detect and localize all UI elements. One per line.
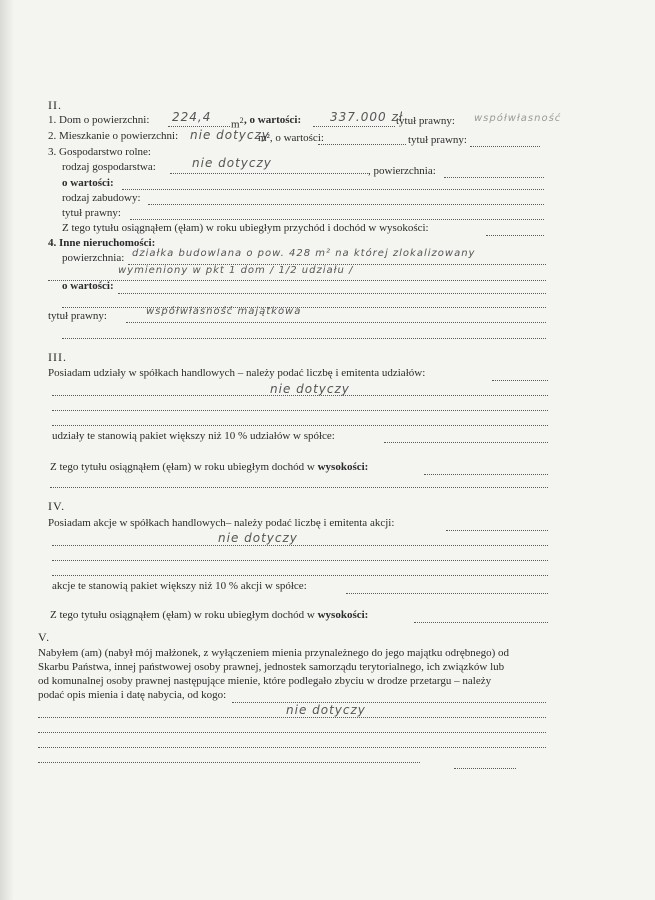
other-property-title-value: współwłasność majątkowa bbox=[146, 306, 302, 317]
house-value-field bbox=[313, 126, 395, 127]
farm-heading: 3. Gospodarstwo rolne: bbox=[48, 146, 151, 158]
acquired-field-2 bbox=[38, 717, 546, 718]
other-property-title-field bbox=[126, 322, 546, 323]
section-3-heading: III. bbox=[48, 350, 67, 364]
house-value-label: , o wartości: bbox=[244, 114, 302, 126]
shares-value: nie dotyczy bbox=[270, 382, 350, 396]
other-property-value-label: o wartości: bbox=[62, 280, 114, 292]
section-2-heading: II. bbox=[48, 98, 62, 112]
house-area-value: 224,4 bbox=[172, 110, 212, 124]
acquired-field-3 bbox=[38, 732, 546, 733]
house-area-field bbox=[168, 126, 230, 127]
stocks-value: nie dotyczy bbox=[218, 531, 298, 545]
stocks-label: Posiadam akcje w spółkach handlowych– należy podać liczbę i emitenta akcji: bbox=[48, 517, 395, 529]
farm-type-label: rodzaj gospodarstwa: bbox=[62, 161, 156, 173]
stocks-field bbox=[446, 530, 548, 531]
other-property-heading: 4. Inne nieruchomości: bbox=[48, 237, 156, 249]
house-title-value: współwłasność bbox=[474, 113, 562, 124]
other-property-description-1: działka budowlana o pow. 428 m² na której zlokalizowany bbox=[132, 248, 476, 259]
farm-value-label: o wartości: bbox=[62, 177, 114, 189]
shares-income-field-2 bbox=[50, 487, 548, 488]
other-property-area-field-2 bbox=[48, 280, 546, 281]
acquired-text-3: od komunalnej osoby prawnej następujące mienie, które podlegało zbyciu w drodze przetargu – należy bbox=[38, 675, 492, 687]
shares-field bbox=[492, 380, 548, 381]
farm-area-field bbox=[444, 177, 544, 178]
other-property-title-field-2 bbox=[62, 338, 546, 339]
farm-building-field bbox=[148, 204, 544, 205]
apartment-value-label: m², o wartości: bbox=[258, 132, 324, 144]
stocks-field-2 bbox=[52, 545, 548, 546]
acquired-field-5 bbox=[38, 762, 420, 763]
section-5-heading: V. bbox=[38, 630, 51, 644]
stocks-income-field bbox=[414, 622, 548, 623]
other-property-value-field bbox=[118, 293, 546, 294]
farm-title-field bbox=[130, 219, 544, 220]
farm-title-label: tytuł prawny: bbox=[62, 207, 121, 219]
shares-packet-label: udziały te stanowią pakiet większy niż 10 % udziałów w spółce: bbox=[52, 430, 335, 442]
house-value: 337.000 zł bbox=[330, 110, 404, 124]
other-property-area-label: powierzchnia: bbox=[62, 252, 125, 264]
shares-field-4 bbox=[52, 425, 548, 426]
acquired-value: nie dotyczy bbox=[286, 703, 366, 717]
section-4-heading: IV. bbox=[48, 499, 66, 513]
shares-packet-field bbox=[384, 442, 548, 443]
acquired-text-4: podać opis mienia i datę nabycia, od kogo: bbox=[38, 689, 227, 701]
farm-income-field bbox=[486, 235, 544, 236]
stocks-field-4 bbox=[52, 575, 548, 576]
other-property-value-field-2 bbox=[62, 307, 546, 308]
house-area-label: 1. Dom o powierzchni: bbox=[48, 114, 150, 126]
shares-income-label: Z tego tytułu osiągnąłem (ęłam) w roku ubiegłym dochód w wysokości: bbox=[50, 461, 369, 473]
other-property-title-label: tytuł prawny: bbox=[48, 310, 107, 322]
acquired-text-2: Skarbu Państwa, innej państwowej osoby prawnej, jednostek samorządu terytorialnego, ich związków lub bbox=[38, 661, 505, 673]
apartment-value-field bbox=[318, 144, 406, 145]
acquired-text-1: Nabyłem (am) (nabył mój małżonek, z wyłączeniem mienia przynależnego do jego majątku odrębnego) od bbox=[38, 647, 509, 659]
other-property-description-2: wymieniony w pkt 1 dom / 1/2 udziału / bbox=[118, 265, 354, 276]
farm-income-label: Z tego tytułu osiągnąłem (ęłam) w roku ubiegłym przychód i dochód w wysokości: bbox=[62, 222, 429, 234]
shares-label: Posiadam udziały w spółkach handlowych – należy podać liczbę i emitenta udziałów: bbox=[48, 367, 426, 379]
stocks-packet-label: akcje te stanowią pakiet większy niż 10 % akcji w spółce: bbox=[52, 580, 307, 592]
stocks-field-3 bbox=[52, 560, 548, 561]
apartment-value: nie dotyczy bbox=[190, 128, 270, 142]
stocks-packet-field bbox=[346, 593, 548, 594]
apartment-title-label: tytuł prawny: bbox=[408, 134, 467, 146]
apartment-title-field bbox=[470, 146, 540, 147]
stocks-income-label: Z tego tytułu osiągnąłem (ęłam) w roku ubiegłym dochód w wysokości: bbox=[50, 609, 369, 621]
farm-building-label: rodzaj zabudowy: bbox=[62, 192, 141, 204]
house-area-unit: $m^2$ bbox=[231, 116, 244, 131]
house-title-label: tytuł prawny: bbox=[396, 115, 455, 127]
scan-edge-shadow bbox=[0, 0, 14, 900]
acquired-field bbox=[232, 702, 546, 703]
farm-type-value: nie dotyczy bbox=[192, 156, 272, 170]
farm-area-label: , powierzchnia: bbox=[368, 165, 436, 177]
apartment-label: 2. Mieszkanie o powierzchni: bbox=[48, 130, 179, 142]
acquired-field-4 bbox=[38, 747, 546, 748]
acquired-field-6 bbox=[454, 768, 516, 769]
shares-income-field bbox=[424, 474, 548, 475]
farm-type-field bbox=[170, 173, 368, 174]
shares-field-3 bbox=[52, 410, 548, 411]
farm-value-field bbox=[122, 189, 544, 190]
